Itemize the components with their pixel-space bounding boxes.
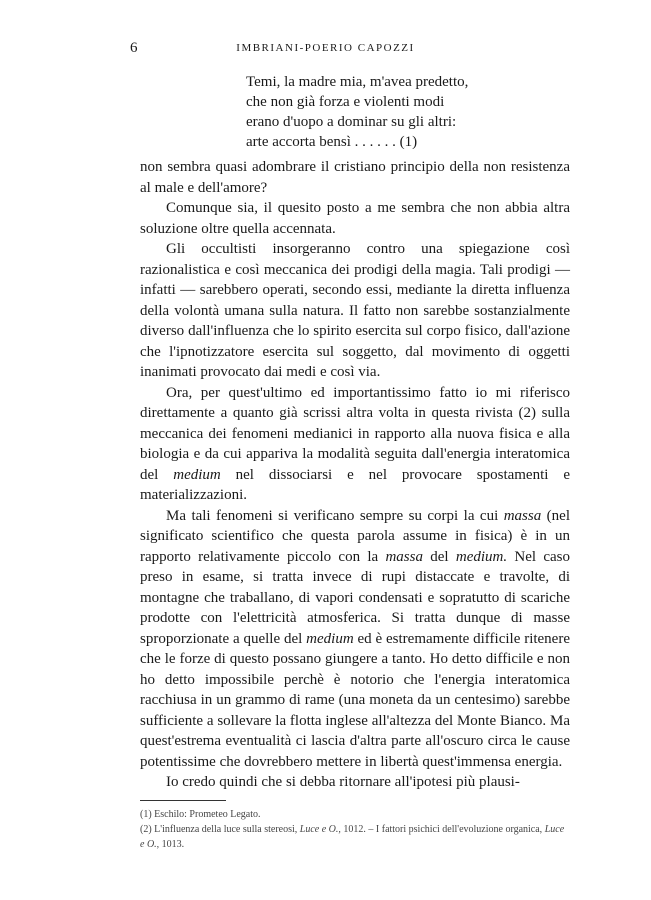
footnote-2 [140, 822, 570, 852]
text-run: Ora, per quest'ultimo ed importantissimo fatto io mi riferisco direttamente a quanto già scrissi altra volta in questa rivista (2) sulla meccanica dei fenomeni medianici in rapporto alla nuova fisica e alla biologia e da cui appariva la modalità seguita dall'energia interatomica del [140, 384, 570, 483]
verse-quotation [246, 72, 468, 152]
verse-line: Temi, la madre mia, m'avea predetto, [246, 74, 469, 90]
text-run: Ma tali fenomeni si verificano sempre su corpi la cui [166, 507, 504, 524]
text-run: (nel significato scientifico che questa parola assume in fisica) è in un rapporto relativamente piccolo con la [140, 507, 570, 565]
text-run: nel dissociarsi e nel provocare spostamenti e materializzazioni. [140, 466, 570, 503]
footnotes [140, 807, 570, 852]
italic-term: Luce e O., [140, 824, 565, 850]
running-head: IMBRIANI-POERIO CAPOZZI [236, 42, 415, 54]
paragraph-4 [140, 383, 570, 506]
italic-term: medium [173, 466, 221, 483]
paragraph-5 [140, 506, 570, 773]
italic-term: Luce e O., [299, 824, 341, 835]
text-run: 1012. – I fattori psichici dell'evoluzione organica, [340, 824, 545, 835]
text-run: (2) L'influenza della luce sulla stereosi, [140, 824, 300, 835]
paragraph-6: Io credo quindi che si debba ritornare all'ipotesi più plausi- [166, 774, 520, 790]
italic-term: massa [385, 548, 423, 565]
italic-term: medium. [455, 548, 508, 565]
paragraph-3: Gli occultisti insorgeranno contro una spiegazione così razionalistica e così meccanica dei prodigi della magia. Tali prodigi — infatti — sarebbero operati, secondo essi, mediante la diretta influenza della volontà umana sulla natura. Il fatto non sarebbe sostanzialmente diverso dall'influenza che lo spirito esercita sul corpo fisico, dall'azione che l'ipnotizzatore esercita sul soggetto, dal movimento di oggetti inanimati provocato dai medi e così via. [140, 241, 570, 380]
verse-line: arte accorta bensì . . . . . . (1) [246, 134, 418, 150]
body-text [140, 157, 570, 793]
text-run: 1013. [159, 839, 185, 850]
page-number: 6 [130, 40, 138, 56]
footnote-1: (1) Eschilo: Prometeo Legato. [140, 809, 261, 820]
footnote-divider [140, 800, 226, 801]
verse-line: erano d'uopo a dominar su gli altri: [246, 114, 457, 130]
paragraph-2: Comunque sia, il quesito posto a me sembra che non abbia altra soluzione oltre quella accennata. [140, 200, 570, 237]
italic-term: massa [503, 507, 542, 524]
verse-line: che non già forza e violenti modi [246, 94, 445, 110]
text-run: Nel caso preso in esame, si tratta invece di rupi distaccate e travolte, di montagne che traballano, di vapori condensati e sopratutto di scariche prodotte con l'elettricità atmosferica. Si tratta dunque di masse sproporzionate a quelle del [140, 548, 570, 647]
paragraph-1: non sembra quasi adombrare il cristiano principio della non resistenza al male e dell'amore? [140, 159, 570, 196]
text-run: ed è estremamente difficile ritenere che le forze di questo possano giungere a tanto. Ho detto difficile e non ho detto impossibile perchè è notorio che l'energia interatomica racchiusa in un grammo di rame (una moneta da un centesimo) sarebbe sufficiente a sollevare la flotta inglese all'altezza del Monte Bianco. Ma quest'estrema eventualità ci lascia d'altra parte all'oscuro circa le cause potentissime che dovrebbero mettere in libertà quest'immensa energia. [140, 630, 570, 770]
italic-term: medium [306, 630, 354, 647]
text-run: del [422, 548, 456, 565]
